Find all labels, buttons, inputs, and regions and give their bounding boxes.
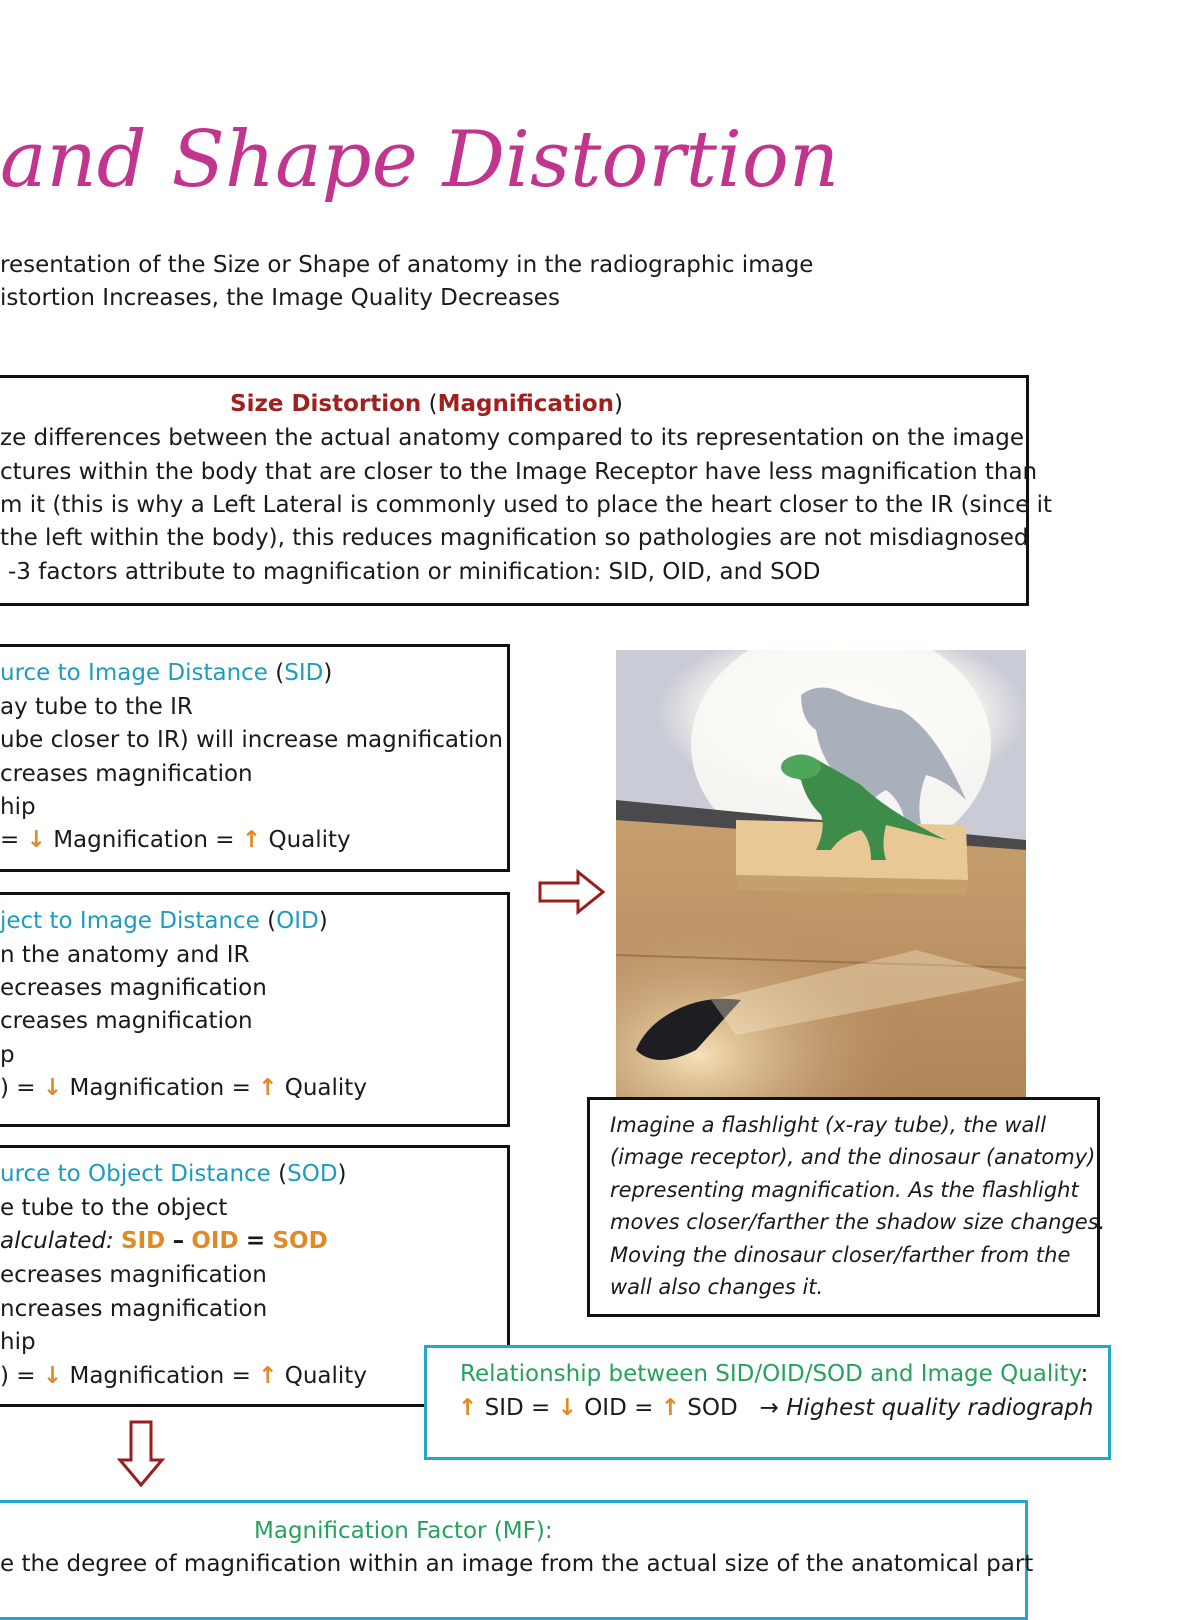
relationship-heading <box>460 1358 1088 1391</box>
caption-line-2: (image receptor), and the dinosaur (anatomy) <box>610 1145 1096 1169</box>
sid-line-3: creases magnification <box>0 761 253 787</box>
sod-line-1: e tube to the object <box>0 1195 228 1221</box>
relationship-colon: : <box>1080 1361 1089 1387</box>
sod-rel-pre: ) = <box>0 1363 36 1389</box>
sid-rel-pre: = <box>0 827 20 853</box>
size-line-4: the left within the body), this reduces magnification so pathologies are not misdiagnosed <box>0 525 1029 551</box>
oid-relationship <box>0 1072 367 1105</box>
sod-heading: urce to Object Distance (SOD) <box>0 1161 347 1187</box>
oid-heading-text: ject to Image Distance <box>0 908 260 934</box>
down-outline-arrow-icon <box>116 1420 166 1488</box>
oid-rel-mag: Magnification = <box>69 1075 251 1101</box>
relationship-heading-text: Relationship between SID/OID/SOD and Image Quality <box>460 1361 1081 1387</box>
calc-eq: = <box>245 1228 266 1254</box>
oid-heading: ject to Image Distance (OID) <box>0 908 328 934</box>
right-outline-arrow-icon <box>538 868 606 916</box>
sod-calc <box>0 1225 328 1258</box>
sid-abbr: SID <box>284 660 324 686</box>
oid-line-4: p <box>0 1042 15 1068</box>
size-line-3: m it (this is why a Left Lateral is commonly used to place the heart closer to the IR (since it <box>0 492 1053 518</box>
sod-heading-text: urce to Object Distance <box>0 1161 271 1187</box>
oid-line-3: creases magnification <box>0 1008 253 1034</box>
sod-relationship <box>0 1360 367 1393</box>
sod-line-3: ncreases magnification <box>0 1296 268 1322</box>
sod-line-2: ecreases magnification <box>0 1262 267 1288</box>
caption-line-5: Moving the dinosaur closer/farther from the <box>610 1243 1071 1267</box>
sod-rel-quality: Quality <box>284 1363 367 1389</box>
calc-minus: – <box>172 1228 185 1254</box>
intro-line-2: istortion Increases, the Image Quality Decreases <box>0 285 560 311</box>
intro-line-1: resentation of the Size or Shape of anatomy in the radiographic image <box>0 252 814 278</box>
sid-line-2: ube closer to IR) will increase magnification <box>0 727 503 753</box>
mf-heading-text: Magnification Factor (MF): <box>254 1518 553 1544</box>
mf-line: e the degree of magnification within an image from the actual size of the anatomical part <box>0 1551 1034 1577</box>
rel-sod: SOD <box>687 1395 738 1421</box>
mf-heading <box>254 1515 553 1548</box>
size-line-2: ctures within the body that are closer to the Image Receptor have less magnification than <box>0 459 1038 485</box>
sid-rel-quality: Quality <box>268 827 351 853</box>
sod-calc-pre: alculated: <box>0 1228 114 1254</box>
caption-line-4: moves closer/farther the shadow size changes. <box>610 1210 1106 1234</box>
sid-heading: urce to Image Distance (SID) <box>0 660 333 686</box>
caption-line-3: representing magnification. As the flashlight <box>610 1178 1079 1202</box>
sid-heading-text: urce to Image Distance <box>0 660 268 686</box>
down-arrow-icon: ↓ <box>42 1075 63 1101</box>
size-line-1: ze differences between the actual anatomy compared to its representation on the image <box>0 425 1025 451</box>
oid-line-1: n the anatomy and IR <box>0 942 250 968</box>
sid-rel-mag: Magnification = <box>53 827 235 853</box>
calc-sod: SOD <box>272 1228 328 1254</box>
sid-line-1: ay tube to the IR <box>0 694 193 720</box>
relationship-formula <box>458 1392 1094 1425</box>
up-arrow-icon: ↑ <box>258 1363 278 1389</box>
page-title: and Shape Distortion <box>0 115 840 205</box>
calc-oid: OID <box>191 1228 239 1254</box>
rel-sid: SID = <box>484 1395 551 1421</box>
size-distortion-label: Size Distortion <box>230 391 422 417</box>
up-arrow-icon: ↑ <box>258 1075 278 1101</box>
right-arrow-icon: → <box>759 1395 779 1421</box>
oid-rel-quality: Quality <box>284 1075 367 1101</box>
sod-abbr: SOD <box>287 1161 338 1187</box>
caption-line-6: wall also changes it. <box>610 1275 824 1299</box>
sid-line-4: hip <box>0 794 36 820</box>
calc-sid: SID <box>121 1228 166 1254</box>
paren-close: ) <box>614 391 623 417</box>
down-arrow-icon: ↓ <box>26 827 46 853</box>
paren-open: ( <box>428 391 438 417</box>
up-arrow-icon: ↑ <box>660 1395 680 1421</box>
up-arrow-icon: ↑ <box>241 827 262 853</box>
dinosaur-shadow-photo <box>616 650 1026 1097</box>
up-arrow-icon: ↑ <box>458 1395 478 1421</box>
size-distortion-heading <box>230 388 623 421</box>
sid-relationship <box>0 824 351 857</box>
oid-line-2: ecreases magnification <box>0 975 267 1001</box>
down-arrow-icon: ↓ <box>42 1363 63 1389</box>
magnification-label: Magnification <box>437 391 614 417</box>
rel-result: Highest quality radiograph <box>786 1395 1094 1421</box>
size-line-5: -3 factors attribute to magnification or minification: SID, OID, and SOD <box>8 559 821 585</box>
down-arrow-icon: ↓ <box>557 1395 577 1421</box>
sod-rel-mag: Magnification = <box>69 1363 251 1389</box>
sod-line-4: hip <box>0 1329 36 1355</box>
oid-rel-pre: ) = <box>0 1075 36 1101</box>
oid-abbr: OID <box>276 908 319 934</box>
caption-line-1: Imagine a flashlight (x-ray tube), the wall <box>610 1113 1047 1137</box>
rel-oid: OID = <box>584 1395 654 1421</box>
